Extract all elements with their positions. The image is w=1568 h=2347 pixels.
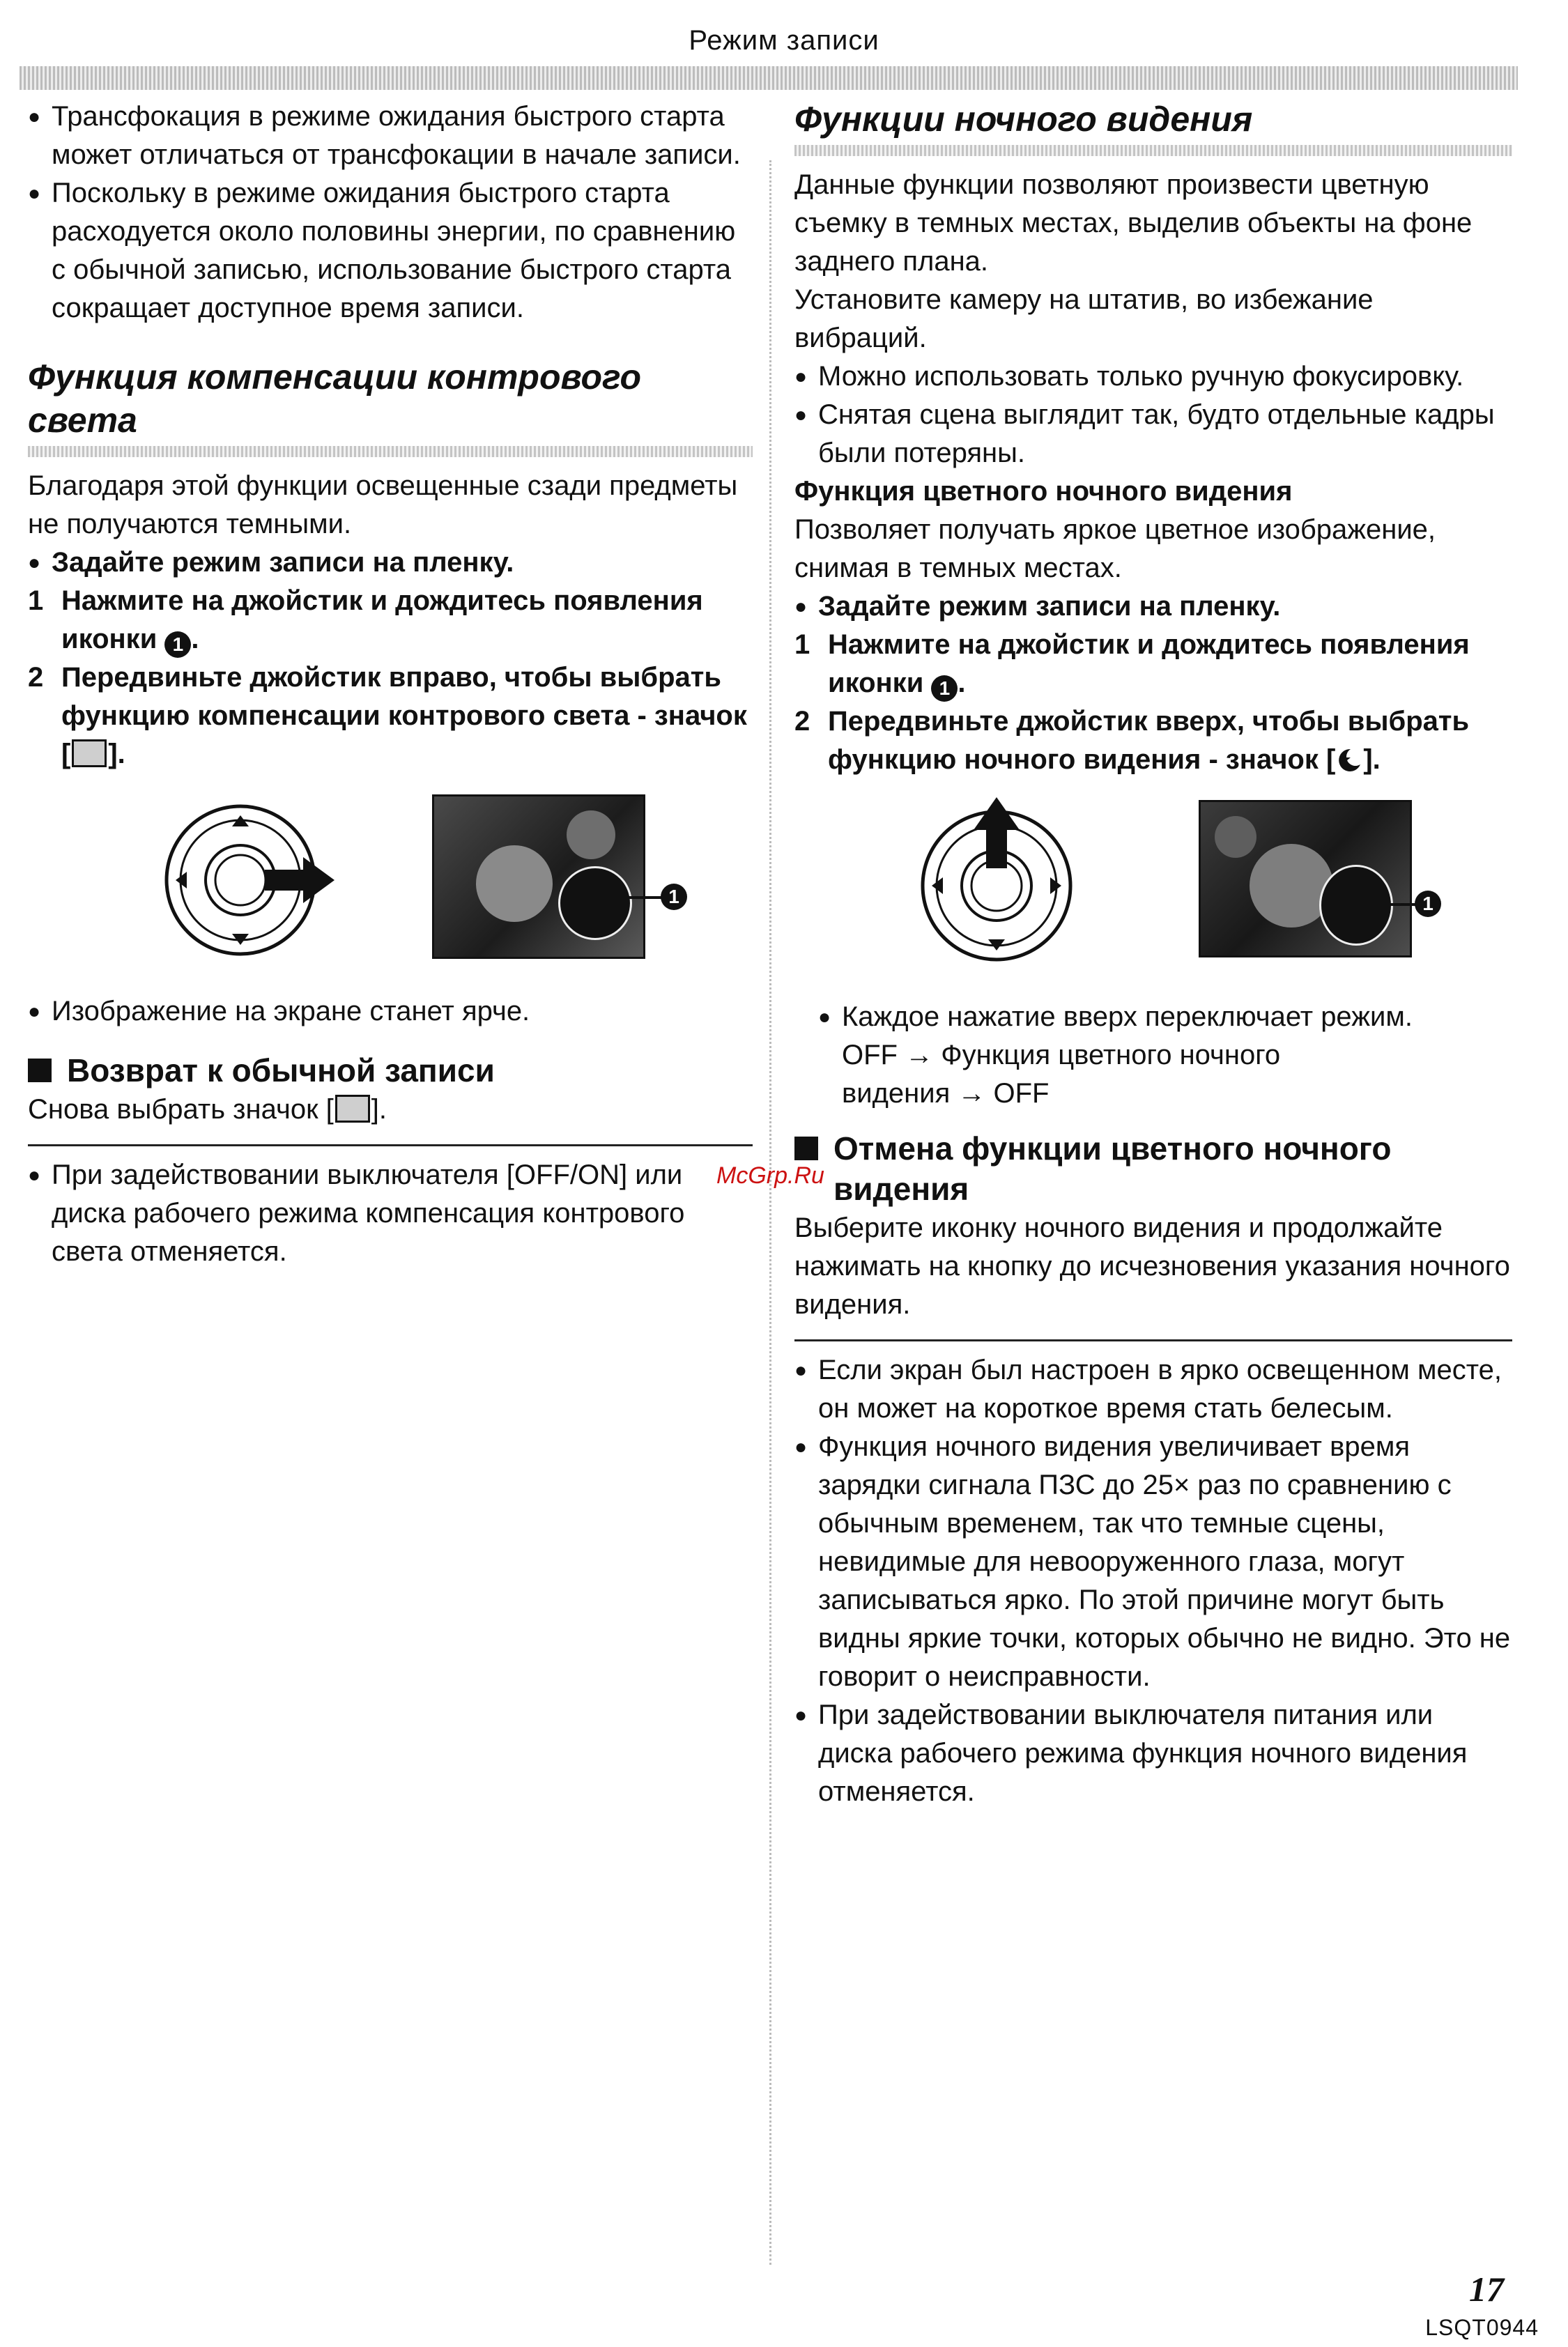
backlight-icon: [335, 1095, 370, 1123]
section-square-icon: [794, 1137, 818, 1160]
note-bullet: ● Функция ночного видения увеличивает время зарядки сигнала ПЗС до 25× раз по сравнению с обычным временем, так что темные сцены, невидимые для невооруженного глаза, могут записываться ярко. По этой причине могут быть видны яркие точки, которых обычно не видно. Это не говорит о неисправности.: [794, 1428, 1512, 1696]
joystick-up-icon: [916, 785, 1084, 973]
note-separator: [794, 1339, 1512, 1341]
press-bullet: ● Каждое нажатие вверх переключает режим.: [818, 998, 1512, 1036]
step-text: Нажмите на джойстик и дождитесь появления иконки: [828, 629, 1470, 698]
note-separator: [28, 1144, 753, 1146]
backlight-figure: [28, 800, 753, 988]
night-intro-tripod: Установите камеру на штатив, во избежание вибраций.: [794, 284, 1374, 353]
callout-marker: 1: [1415, 891, 1441, 917]
section-rule: [28, 446, 753, 457]
callout-line: [1387, 903, 1417, 906]
night-bullet: ● Снятая сцена выглядит так, будто отдельные кадры были потеряны.: [794, 396, 1512, 472]
watermark: McGrp.Ru: [716, 1162, 824, 1189]
step-2: [28, 659, 753, 774]
night-view-figure: [794, 806, 1512, 994]
backlight-description: Благодаря этой функции освещенные сзади предметы не получаются темными.: [28, 470, 738, 539]
return-text: Снова выбрать значок [ ].: [28, 1094, 387, 1125]
return-section-title: Возврат к обычной записи: [28, 1050, 753, 1091]
screen-preview-photo: [432, 794, 645, 959]
night-view-icon: [1335, 746, 1363, 774]
step-number: 2: [28, 662, 44, 693]
night-bullet: ● Можно использовать только ручную фокусировку.: [794, 357, 1512, 396]
page-header: Режим записи: [689, 25, 879, 56]
section-square-icon: [28, 1059, 52, 1082]
step-text: Передвиньте джойстик вправо, чтобы выбрать функцию компенсации контрового света - значок [: [61, 662, 747, 769]
result-bullet: ● Изображение на экране станет ярче.: [28, 992, 753, 1031]
header-rule: [20, 66, 1518, 90]
note-bullet: ● При задействовании выключателя питания или диска рабочего режима функция ночного видения отменяется.: [794, 1696, 1512, 1811]
backlight-icon: [72, 739, 107, 767]
step-text: Передвиньте джойстик вверх, чтобы выбрать функцию ночного видения - значок [: [828, 706, 1470, 775]
mode-sequence: OFF → Функция цветного ночного: [842, 1040, 1281, 1070]
night-section-title: Функции ночного видения: [794, 100, 1253, 139]
backlight-section-title: Функция компенсации контрового света: [28, 357, 641, 440]
step-text: Нажмите на джойстик и дождитесь появления иконки: [61, 585, 703, 654]
intro-bullet: ● Трансфокация в режиме ожидания быстрого старта может отличаться от трансфокации в начале записи.: [28, 98, 753, 174]
intro-bullet: ● Поскольку в режиме ожидания быстрого старта расходуется около половины энергии, по сравнению с обычной записью, использование быстрого старта сокращает доступное время записи.: [28, 174, 753, 328]
step-1: 1 Нажмите на джойстик и дождитесь появления иконки 1 .: [28, 582, 753, 659]
step-end: ].: [1363, 744, 1381, 775]
color-night-description: Позволяет получать яркое цветное изображение, снимая в темных местах.: [794, 514, 1436, 583]
section-rule: [794, 145, 1512, 156]
setup-bullet: ● Задайте режим записи на пленку.: [28, 544, 753, 582]
note-bullet: ● При задействовании выключателя [OFF/ON] или диска рабочего режима компенсация контрового света отменяется.: [28, 1156, 753, 1271]
column-divider: [769, 160, 771, 2265]
color-night-subtitle: Функция цветного ночного видения: [794, 476, 1293, 507]
osd-menu-circle: [1319, 865, 1393, 946]
note-bullet: ● Если экран был настроен в ярко освещенном месте, он может на короткое время стать белесым.: [794, 1351, 1512, 1428]
step-2: [794, 702, 1512, 779]
step-number: 1: [794, 629, 810, 660]
setup-bullet: ● Задайте режим записи на пленку.: [794, 587, 1512, 626]
left-column: [28, 98, 753, 1271]
step-end: ].: [108, 739, 125, 769]
screen-preview-photo: [1199, 800, 1412, 957]
callout-marker: 1: [931, 675, 958, 702]
callout-marker: 1: [164, 631, 191, 658]
page-number: 17: [1469, 2270, 1504, 2309]
cancel-section-title: Отмена функции цветного ночного видения: [794, 1128, 1512, 1209]
night-intro: Данные функции позволяют произвести цветную съемку в темных местах, выделив объекты на фоне заднего плана.: [794, 169, 1473, 277]
document-code: LSQT0944: [1425, 2315, 1539, 2340]
step-1: 1 Нажмите на джойстик и дождитесь появления иконки 1 .: [794, 626, 1512, 702]
joystick-right-icon: [160, 800, 348, 960]
cancel-text: Выберите иконку ночного видения и продолжайте нажимать на кнопку до исчезновения указания ночного видения.: [794, 1213, 1510, 1320]
right-column: [794, 98, 1512, 1811]
step-number: 2: [794, 706, 810, 737]
mode-sequence: видения → OFF: [842, 1078, 1050, 1109]
step-number: 1: [28, 585, 44, 616]
osd-menu-circle: [558, 866, 632, 940]
callout-marker: 1: [661, 884, 687, 910]
callout-line: [627, 896, 663, 899]
